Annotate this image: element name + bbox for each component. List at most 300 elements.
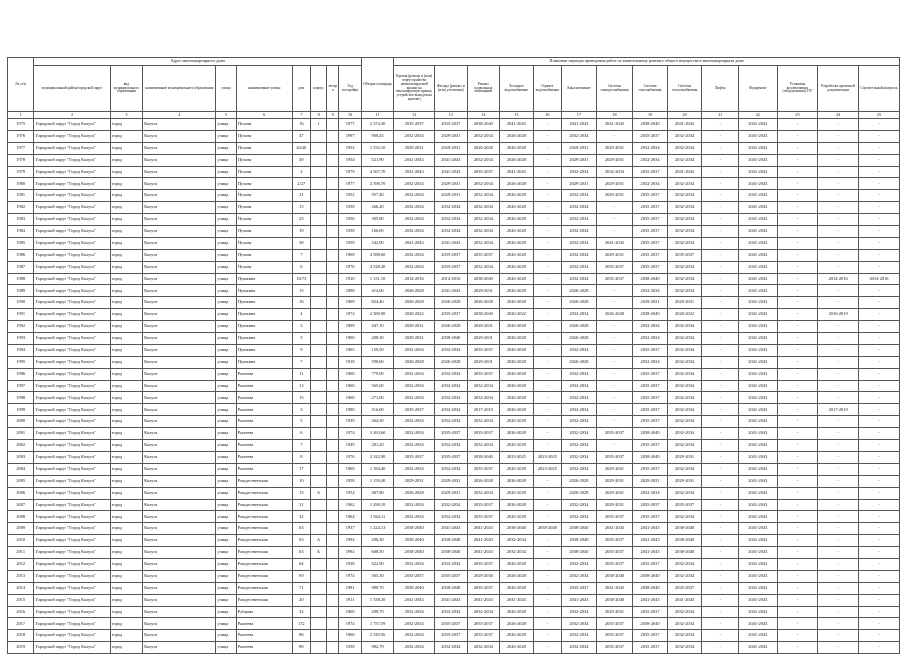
table-cell xyxy=(327,130,339,142)
table-cell: 2008 xyxy=(8,511,34,523)
table-cell: Калуга xyxy=(143,226,216,238)
table-cell xyxy=(310,142,326,154)
table-cell: 2035-2037 xyxy=(596,558,633,570)
table-cell xyxy=(310,380,326,392)
table-cell xyxy=(327,499,339,511)
table-cell: 1979 xyxy=(339,166,361,178)
table-cell: - xyxy=(702,356,739,368)
table-cell xyxy=(310,582,326,594)
table-cell: 2032-2034 xyxy=(562,404,597,416)
table-cell: - xyxy=(858,475,899,487)
table-cell: город xyxy=(110,535,143,547)
col-header-21: Лифты xyxy=(702,66,739,112)
table-cell: Городской округ "Город Калуга" xyxy=(34,558,110,570)
col-header-6: наименование улицы xyxy=(236,66,292,112)
table-cell: 2041-2043 xyxy=(596,237,633,249)
table-cell: 2041-2043 xyxy=(738,594,777,606)
table-cell: Городской округ "Город Калуга" xyxy=(34,392,110,404)
table-cell: Калуга xyxy=(143,582,216,594)
table-cell: 2014-2016 xyxy=(818,273,859,285)
col-header-8: корпус xyxy=(310,66,326,112)
table-cell: 4 588,60 xyxy=(361,249,394,261)
table-cell: 13 xyxy=(292,380,310,392)
table-row xyxy=(8,297,900,309)
table-cell xyxy=(327,166,339,178)
table-row xyxy=(8,142,900,154)
table-cell: 2009 xyxy=(8,523,34,535)
table-cell: Калуга xyxy=(143,119,216,131)
table-cell: - xyxy=(702,558,739,570)
table-row xyxy=(8,380,900,392)
table-cell: 2026-2028 xyxy=(500,190,534,202)
table-cell: - xyxy=(702,273,739,285)
table-cell: 2026-2028 xyxy=(500,273,534,285)
table-cell: 2026-2028 xyxy=(500,404,534,416)
table-cell xyxy=(310,451,326,463)
table-cell: - xyxy=(818,606,859,618)
table-cell: - xyxy=(777,202,818,214)
table-cell: 2026-2028 xyxy=(500,630,534,642)
table-row xyxy=(8,618,900,630)
table-cell: 1956 xyxy=(339,214,361,226)
table-cell: 63 xyxy=(292,523,310,535)
table-cell: 7 xyxy=(292,249,310,261)
table-cell: Пухова xyxy=(236,226,292,238)
table-cell: 2029-2031 xyxy=(562,154,597,166)
table-cell: 2035-2037 xyxy=(633,368,668,380)
table-cell: 2020-2022 xyxy=(667,309,702,321)
table-cell: 264,30 xyxy=(361,416,394,428)
table-row xyxy=(8,463,900,475)
table-cell: Рождественская xyxy=(236,475,292,487)
table-cell: 2035-2037 xyxy=(467,166,500,178)
table-cell: улица xyxy=(216,273,236,285)
table-cell: - xyxy=(777,178,818,190)
table-cell: - xyxy=(533,416,561,428)
table-cell: 608,50 xyxy=(361,547,394,559)
table-header xyxy=(8,58,900,119)
table-cell: - xyxy=(858,630,899,642)
table-cell: - xyxy=(702,392,739,404)
table-cell xyxy=(327,261,339,273)
table-cell: 2038-2040 xyxy=(667,523,702,535)
table-cell: 2032-2034 xyxy=(435,499,468,511)
table-cell: 2001 xyxy=(8,428,34,440)
table-cell: 15 xyxy=(292,487,310,499)
table-cell: 2026-2028 xyxy=(562,285,597,297)
table-cell xyxy=(310,475,326,487)
table-cell: 2035-2037 xyxy=(394,570,435,582)
table-cell: - xyxy=(858,249,899,261)
table-row xyxy=(8,119,900,131)
table-cell: 2 549,56 xyxy=(361,630,394,642)
col-header-1: № п/п xyxy=(8,58,34,112)
table-cell: 2032-2034 xyxy=(596,166,633,178)
table-cell xyxy=(310,523,326,535)
table-cell: - xyxy=(702,190,739,202)
table-cell: 1977 xyxy=(8,142,34,154)
table-cell: 2041-2043 xyxy=(738,547,777,559)
table-cell: 2041-2043 xyxy=(738,392,777,404)
table-cell: - xyxy=(858,570,899,582)
table-cell: 296,30 xyxy=(361,535,394,547)
table-cell: Городской округ "Город Калуга" xyxy=(34,166,110,178)
table-cell: Рылеева xyxy=(236,630,292,642)
col-header-18: Система электроснабжения xyxy=(596,66,633,112)
table-cell: - xyxy=(777,463,818,475)
table-cell: 2041-2043 xyxy=(738,154,777,166)
table-cell: Городской округ "Город Калуга" xyxy=(34,428,110,440)
table-cell: улица xyxy=(216,130,236,142)
table-cell: 2035-2037 xyxy=(633,344,668,356)
table-cell: - xyxy=(702,618,739,630)
table-cell: 2032-2034 xyxy=(467,261,500,273)
table-cell: - xyxy=(818,226,859,238)
table-cell: - xyxy=(777,261,818,273)
table-cell: - xyxy=(533,273,561,285)
table-cell: - xyxy=(777,380,818,392)
table-row xyxy=(8,535,900,547)
table-cell: 49 xyxy=(292,154,310,166)
table-cell: - xyxy=(702,368,739,380)
table-cell: 2014-2016 xyxy=(858,273,899,285)
table-cell xyxy=(327,535,339,547)
table-cell: 2035-2037 xyxy=(596,535,633,547)
table-cell: 2041-2043 xyxy=(738,119,777,131)
table-cell xyxy=(327,321,339,333)
table-cell: 1998 xyxy=(8,392,34,404)
table-cell: 2032-2034 xyxy=(562,273,597,285)
table-cell: город xyxy=(110,630,143,642)
table-cell: 2032-2034 xyxy=(562,190,597,202)
table-cell: улица xyxy=(216,630,236,642)
table-cell: 1966 xyxy=(339,630,361,642)
table-cell: 2041-2043 xyxy=(738,226,777,238)
table-cell: 2041-2043 xyxy=(738,344,777,356)
table-cell: - xyxy=(777,570,818,582)
table-cell: 1939 xyxy=(339,416,361,428)
table-cell: 44/26 xyxy=(292,142,310,154)
table-cell: 1981 xyxy=(8,190,34,202)
table-cell: 1954 xyxy=(339,487,361,499)
table-cell: город xyxy=(110,451,143,463)
table-cell: 2035-2037 xyxy=(562,582,597,594)
table-cell: улица xyxy=(216,237,236,249)
table-cell: - xyxy=(858,428,899,440)
table-cell: 2032-2034 xyxy=(467,226,500,238)
table-cell: 2038-2040 xyxy=(394,582,435,594)
table-cell: 2038-2040 xyxy=(467,309,500,321)
table-cell: Городской округ "Город Калуга" xyxy=(34,570,110,582)
table-cell: 2 390,70 xyxy=(361,178,394,190)
table-cell: 5 xyxy=(292,333,310,345)
table-cell: 2032-2034 xyxy=(394,618,435,630)
table-cell: 2/27 xyxy=(292,178,310,190)
table-cell: 2032-2034 xyxy=(633,154,668,166)
table-cell: - xyxy=(777,285,818,297)
table-cell: 2032-2034 xyxy=(562,440,597,452)
table-cell: улица xyxy=(216,297,236,309)
table-cell: 1977 xyxy=(339,178,361,190)
table-cell: 2029-2031 xyxy=(667,451,702,463)
table-cell: 2005 xyxy=(8,475,34,487)
table-cell: 2038-2040 xyxy=(394,547,435,559)
table-cell: город xyxy=(110,618,143,630)
table-cell: 1969 xyxy=(339,249,361,261)
table-cell xyxy=(310,606,326,618)
table-cell: 2032-2034 xyxy=(667,606,702,618)
table-cell: 2038-2040 xyxy=(667,547,702,559)
table-cell: - xyxy=(533,475,561,487)
col-header-16: Горячее водоснабжение xyxy=(533,66,561,112)
table-cell: - xyxy=(702,642,739,654)
table-cell: 7 xyxy=(292,440,310,452)
table-cell: город xyxy=(110,511,143,523)
table-cell: улица xyxy=(216,380,236,392)
table-cell: 159,50 xyxy=(361,344,394,356)
table-cell: 2023-2025 xyxy=(533,451,561,463)
table-cell: 2023-2025 xyxy=(500,451,534,463)
table-cell: 1976 xyxy=(8,130,34,142)
table-cell: - xyxy=(858,594,899,606)
table-cell: - xyxy=(596,130,633,142)
table-cell: 2032-2034 xyxy=(467,190,500,202)
table-cell: 1992 xyxy=(8,321,34,333)
table-cell: - xyxy=(533,297,561,309)
table-cell: Городской округ "Город Калуга" xyxy=(34,440,110,452)
table-cell: - xyxy=(858,558,899,570)
table-cell xyxy=(310,356,326,368)
col-number: 14 xyxy=(467,112,500,119)
table-cell: 2035-2037 xyxy=(596,630,633,642)
table-cell: 342,90 xyxy=(361,237,394,249)
table-cell: 2041-2043 xyxy=(738,249,777,261)
table-cell: 2038-2040 xyxy=(633,309,668,321)
table-cell: 2041-2043 xyxy=(596,582,633,594)
table-cell: 16/73 xyxy=(292,273,310,285)
table-row xyxy=(8,558,900,570)
table-cell: 305,80 xyxy=(361,214,394,226)
table-cell xyxy=(310,285,326,297)
table-cell: Калуга xyxy=(143,487,216,499)
table-cell: 1938 xyxy=(339,558,361,570)
table-row xyxy=(8,594,900,606)
table-cell: - xyxy=(702,154,739,166)
table-cell: - xyxy=(858,130,899,142)
table-cell: 2041-2043 xyxy=(738,380,777,392)
table-cell: - xyxy=(858,321,899,333)
table-cell: город xyxy=(110,154,143,166)
table-cell: - xyxy=(777,475,818,487)
table-cell: - xyxy=(858,487,899,499)
table-cell: - xyxy=(702,321,739,333)
table-cell: 1965 xyxy=(339,344,361,356)
table-cell: 2041-2043 xyxy=(500,166,534,178)
table-cell: - xyxy=(596,226,633,238)
table-cell: 2029-2031 xyxy=(596,178,633,190)
table-cell: 2035-2037 xyxy=(435,618,468,630)
table-cell: 2026-2028 xyxy=(500,356,534,368)
table-cell: Рождественская xyxy=(236,523,292,535)
table-cell: 2026-2028 xyxy=(500,154,534,166)
table-row xyxy=(8,190,900,202)
table-cell: 2035-2037 xyxy=(394,404,435,416)
table-cell: - xyxy=(818,499,859,511)
table-cell: Калуга xyxy=(143,642,216,654)
table-cell: 38 xyxy=(292,237,310,249)
table-cell: Калуга xyxy=(143,297,216,309)
table-cell: 2032-2034 xyxy=(435,344,468,356)
table-cell: - xyxy=(533,582,561,594)
table-cell: - xyxy=(596,440,633,452)
table-cell: 166,00 xyxy=(361,226,394,238)
table-cell: - xyxy=(818,154,859,166)
table-cell: 2038-2040 xyxy=(394,535,435,547)
table-cell: 2029-2031 xyxy=(435,130,468,142)
table-cell: 2032-2034 xyxy=(394,416,435,428)
table-cell: 2038-2040 xyxy=(435,547,468,559)
table-cell: 2032-2034 xyxy=(562,416,597,428)
table-cell: 6 xyxy=(292,428,310,440)
table-cell: Калуга xyxy=(143,261,216,273)
table-cell: 2026-2028 xyxy=(562,475,597,487)
table-cell: - xyxy=(533,356,561,368)
table-row xyxy=(8,333,900,345)
table-cell: Городской округ "Город Калуга" xyxy=(34,451,110,463)
table-cell: 2032-2034 xyxy=(667,463,702,475)
table-cell: Калуга xyxy=(143,154,216,166)
table-cell: 2032-2034 xyxy=(435,606,468,618)
table-cell: Городской округ "Город Калуга" xyxy=(34,368,110,380)
table-cell: 2041-2043 xyxy=(738,404,777,416)
table-cell: - xyxy=(777,142,818,154)
table-cell: 2032-2034 xyxy=(394,380,435,392)
table-cell: 2026-2028 xyxy=(562,321,597,333)
table-cell: 6 xyxy=(292,261,310,273)
table-cell: Рождественская xyxy=(236,594,292,606)
table-cell: - xyxy=(818,642,859,654)
table-cell xyxy=(327,297,339,309)
table-cell: - xyxy=(702,606,739,618)
table-cell xyxy=(310,344,326,356)
col-number: 21 xyxy=(702,112,739,119)
table-cell xyxy=(327,416,339,428)
table-cell: 2026-2028 xyxy=(500,368,534,380)
table-cell: Пухова xyxy=(236,166,292,178)
table-cell xyxy=(310,226,326,238)
table-cell xyxy=(327,594,339,606)
table-cell: - xyxy=(858,368,899,380)
table-cell: город xyxy=(110,392,143,404)
table-cell: 2015 xyxy=(8,594,34,606)
table-cell: улица xyxy=(216,166,236,178)
table-cell: Рылеева xyxy=(236,440,292,452)
table-cell: - xyxy=(818,392,859,404)
table-cell: 4 528,40 xyxy=(361,261,394,273)
table-cell: 2032-2034 xyxy=(435,642,468,654)
table-cell: 2032-2034 xyxy=(667,642,702,654)
table-cell: город xyxy=(110,142,143,154)
table-cell xyxy=(327,428,339,440)
table-cell: Калуга xyxy=(143,130,216,142)
table-cell: Рождественская xyxy=(236,499,292,511)
col-header-3: вид муниципального образования xyxy=(110,66,143,112)
table-cell: 487,80 xyxy=(361,487,394,499)
table-cell: Калуга xyxy=(143,606,216,618)
table-cell: 2026-2028 xyxy=(500,297,534,309)
table-cell: Городской округ "Город Калуга" xyxy=(34,202,110,214)
table-cell xyxy=(310,404,326,416)
table-cell: 2035-2037 xyxy=(633,261,668,273)
table-cell xyxy=(327,154,339,166)
table-cell: - xyxy=(858,297,899,309)
table-cell: 2020-2022 xyxy=(500,309,534,321)
table-cell: 2026-2028 xyxy=(500,285,534,297)
table-cell: - xyxy=(818,142,859,154)
table-cell: - xyxy=(596,297,633,309)
table-cell: Городской округ "Город Калуга" xyxy=(34,404,110,416)
table-cell: Калуга xyxy=(143,273,216,285)
table-cell: 2004 xyxy=(8,463,34,475)
table-cell: 2041-2043 xyxy=(738,428,777,440)
table-cell: 2041-2043 xyxy=(738,166,777,178)
table-cell: 2035-2037 xyxy=(633,202,668,214)
table-cell: - xyxy=(858,463,899,475)
table-cell: - xyxy=(818,237,859,249)
table-cell: улица xyxy=(216,261,236,273)
table-cell: - xyxy=(858,618,899,630)
table-cell: - xyxy=(858,380,899,392)
table-cell: 2032-2034 xyxy=(562,237,597,249)
table-cell: 2016-2019 xyxy=(818,309,859,321)
table-cell xyxy=(327,558,339,570)
table-cell: 1898 xyxy=(339,285,361,297)
table-cell: - xyxy=(777,333,818,345)
table-cell: 1987 xyxy=(8,261,34,273)
table-cell: - xyxy=(818,321,859,333)
table-cell: 590,60 xyxy=(361,356,394,368)
table-cell xyxy=(327,178,339,190)
table-cell: 2035-2037 xyxy=(633,190,668,202)
table-cell: 2032-2034 xyxy=(562,226,597,238)
table-cell: 1958 xyxy=(339,642,361,654)
table-cell: Калуга xyxy=(143,178,216,190)
table-row xyxy=(8,416,900,428)
table-cell: Городской округ "Город Калуга" xyxy=(34,178,110,190)
table-cell: 2035-2037 xyxy=(467,368,500,380)
table-cell: 15 xyxy=(292,202,310,214)
table-cell: 2035-2037 xyxy=(435,249,468,261)
col-header-20: Система теплоснабжения xyxy=(667,66,702,112)
table-cell: 2032-2034 xyxy=(562,249,597,261)
table-row xyxy=(8,428,900,440)
table-cell: 2011 xyxy=(8,547,34,559)
table-row xyxy=(8,237,900,249)
table-cell: - xyxy=(596,368,633,380)
table-cell: 2032-2034 xyxy=(667,190,702,202)
capital-repair-schedule-sheet xyxy=(7,57,900,650)
table-cell: Калуга xyxy=(143,451,216,463)
table-cell xyxy=(310,558,326,570)
table-cell: Городской округ "Город Калуга" xyxy=(34,321,110,333)
table-cell: 565,30 xyxy=(361,570,394,582)
table-cell: 2041-2043 xyxy=(500,119,534,131)
table-cell: Рылеева xyxy=(236,368,292,380)
table-cell: город xyxy=(110,273,143,285)
table-cell: 2029-2031 xyxy=(596,190,633,202)
table-cell: 2032-2034 xyxy=(633,142,668,154)
table-cell: 1997 xyxy=(339,130,361,142)
